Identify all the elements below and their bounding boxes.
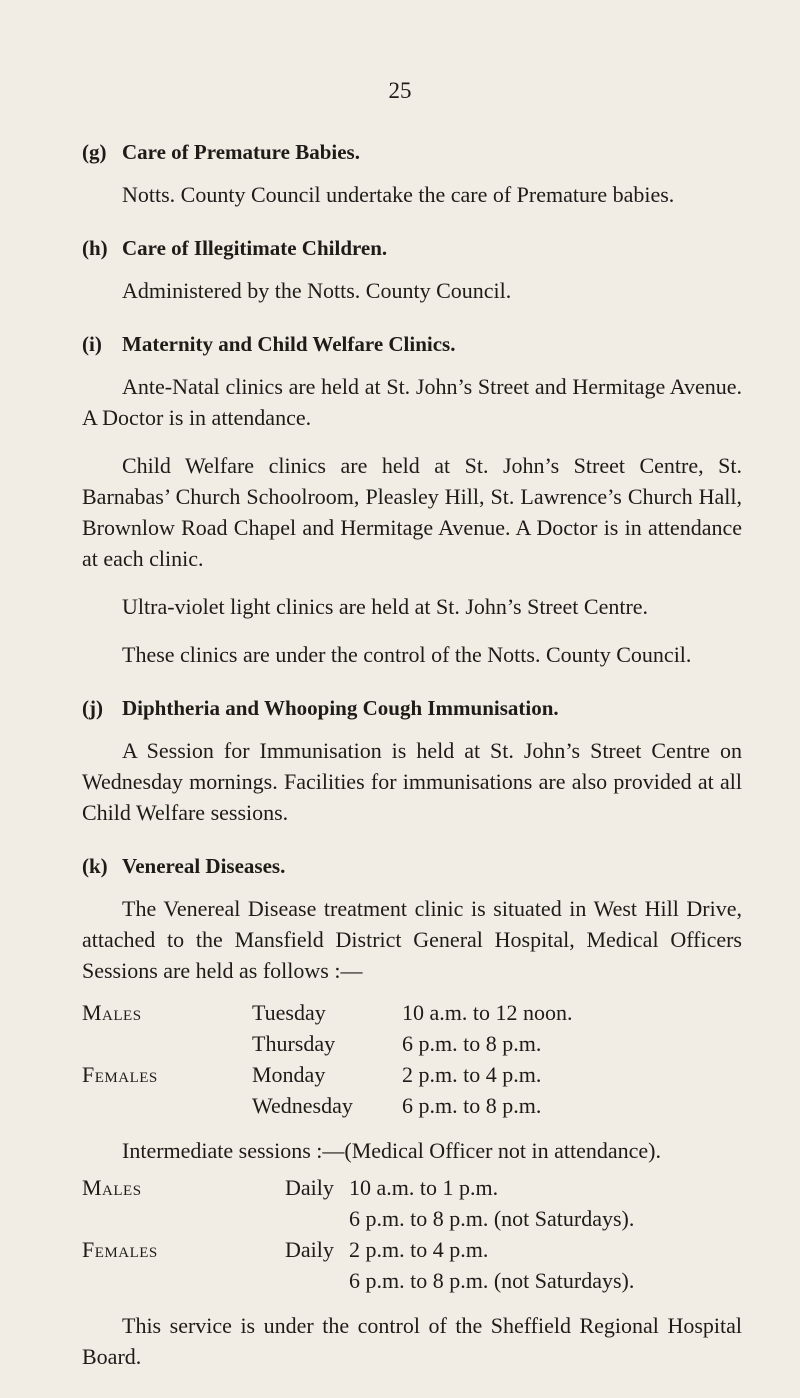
- intermediate-time: 2 p.m. to 4 p.m.: [349, 1237, 489, 1262]
- section-title: Care of Premature Babies.: [122, 140, 360, 164]
- intermediate-daily: Daily: [285, 1175, 334, 1200]
- page-content: [82, 140, 742, 1398]
- schedule-time: 2 p.m. to 4 p.m.: [402, 1062, 542, 1087]
- intermediate-group: Males: [82, 1175, 142, 1200]
- section-title: Maternity and Child Welfare Clinics.: [122, 332, 456, 356]
- schedule-time: 6 p.m. to 8 p.m.: [402, 1093, 542, 1118]
- schedule-group: Females: [82, 1062, 158, 1087]
- session-schedule: [82, 997, 742, 1121]
- schedule-day: Wednesday: [252, 1093, 353, 1118]
- schedule-group: [82, 1090, 252, 1121]
- section-g: [82, 140, 742, 210]
- schedule-day: Thursday: [252, 1031, 336, 1056]
- schedule-row: [82, 1059, 742, 1090]
- schedule-row: [82, 997, 742, 1028]
- paragraph: A Session for Immunisation is held at St. John’s Street Centre on Wednesday mornings. Facilities for immunisations are also provided at all Child Welfare sessions.: [82, 738, 742, 825]
- section-heading: [82, 332, 742, 357]
- schedule-day: Tuesday: [252, 1000, 326, 1025]
- schedule-time: 6 p.m. to 8 p.m.: [402, 1031, 542, 1056]
- section-title: Care of Illegitimate Children.: [122, 236, 388, 260]
- intermediate-group: [82, 1265, 285, 1296]
- section-i: [82, 332, 742, 670]
- intermediate-note: Intermediate sessions :—(Medical Officer not in attendance).: [122, 1138, 662, 1163]
- schedule-row: [82, 1090, 742, 1121]
- intermediate-row: [82, 1203, 742, 1234]
- section-letter: (j): [82, 696, 103, 720]
- schedule-day: Monday: [252, 1062, 326, 1087]
- section-heading: [82, 140, 742, 165]
- section-heading: [82, 696, 742, 721]
- section-heading: [82, 236, 742, 261]
- section-title: Diphtheria and Whooping Cough Immunisation.: [122, 696, 559, 720]
- intermediate-schedule: [82, 1172, 742, 1296]
- section-heading: [82, 854, 742, 879]
- paragraph: Ante-Natal clinics are held at St. John’s Street and Hermitage Avenue. A Doctor is in attendance.: [82, 374, 742, 430]
- section-j: [82, 696, 742, 828]
- intermediate-time: 6 p.m. to 8 p.m. (not Saturdays).: [349, 1268, 635, 1293]
- intermediate-daily: [285, 1265, 349, 1296]
- schedule-group: [82, 1028, 252, 1059]
- paragraph: The Venereal Disease treatment clinic is situated in West Hill Drive, attached to the Mansfield District General Hospital, Medical Officers Sessions are held as follows :—: [82, 896, 742, 983]
- paragraph: These clinics are under the control of the Notts. County Council.: [122, 642, 692, 667]
- paragraph: Administered by the Notts. County Council.: [122, 278, 512, 303]
- paragraph: Ultra-violet light clinics are held at St. John’s Street Centre.: [122, 594, 649, 619]
- intermediate-daily: Daily: [285, 1237, 334, 1262]
- page-number: 25: [388, 78, 412, 103]
- paragraph: Notts. County Council undertake the care of Premature babies.: [122, 182, 675, 207]
- section-letter: (k): [82, 854, 108, 878]
- section-h: [82, 236, 742, 306]
- intermediate-row: [82, 1234, 742, 1265]
- intermediate-time: 6 p.m. to 8 p.m. (not Saturdays).: [349, 1206, 635, 1231]
- schedule-group: Males: [82, 1000, 142, 1025]
- intermediate-row: [82, 1265, 742, 1296]
- schedule-row: [82, 1028, 742, 1059]
- intermediate-group: Females: [82, 1237, 158, 1262]
- section-letter: (h): [82, 236, 108, 260]
- intermediate-group: [82, 1203, 285, 1234]
- section-letter: (g): [82, 140, 107, 164]
- paragraph: Child Welfare clinics are held at St. John’s Street Centre, St. Barnabas’ Church Schoolroom, Pleasley Hill, St. Lawrence’s Church Hall, Brownlow Road Chapel and Hermitage Avenue. A Doctor is in attendance at each clinic.: [82, 453, 742, 571]
- intermediate-time: 10 a.m. to 1 p.m.: [349, 1175, 499, 1200]
- section-k: [82, 854, 742, 1372]
- section-letter: (i): [82, 332, 102, 356]
- section-title: Venereal Diseases.: [122, 854, 286, 878]
- intermediate-row: [82, 1172, 742, 1203]
- intermediate-daily: [285, 1203, 349, 1234]
- schedule-time: 10 a.m. to 12 noon.: [402, 1000, 573, 1025]
- closing-paragraph: This service is under the control of the Sheffield Regional Hospital Board.: [82, 1313, 742, 1369]
